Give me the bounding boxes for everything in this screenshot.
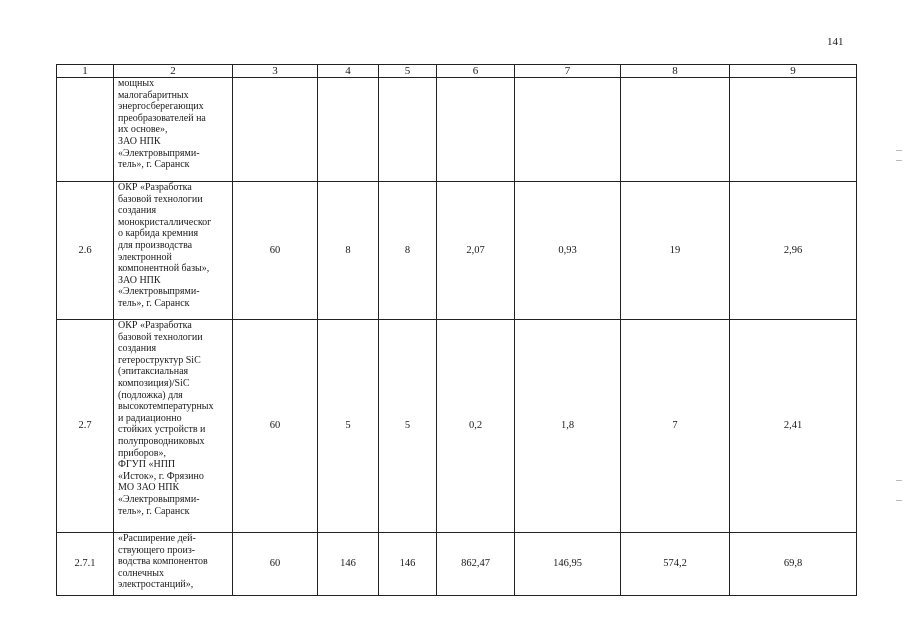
cell-col9: 2,96: [730, 182, 857, 320]
column-header: 4: [318, 65, 379, 78]
page-number: 141: [827, 36, 844, 48]
row-description: ОКР «Разработка базовой технологии создания монокристаллическог о карбида кремния для производства электронной компонентной базы», ЗАО НПК «Электровыпрями- тель», г. Саранск: [114, 182, 233, 320]
column-header: 6: [437, 65, 515, 78]
row-description: ОКР «Разработка базовой технологии создания гетероструктур SiC (эпитаксиальная композиция)/SiC (подложка) для высокотемпературных и радиационно стойких устройств и полупроводниковых приборов», ФГУП «НПП «Исток», г. Фрязино МО ЗАО НПК «Электровыпрями- тель», г. Саранск: [114, 320, 233, 533]
row-id: 2.7.1: [57, 533, 114, 596]
table-row: [57, 533, 857, 596]
column-header: 3: [233, 65, 318, 78]
data-table: [56, 64, 857, 596]
row-description: «Расширение дей- ствующего произ- водства компонентов солнечных электростанций»,: [114, 533, 233, 596]
cell-col7: 146,95: [515, 533, 621, 596]
cell-col5: 146: [379, 533, 437, 596]
cell-col5: 5: [379, 320, 437, 533]
cell-col6: [437, 78, 515, 182]
cell-col8: 19: [621, 182, 730, 320]
cell-col4: 5: [318, 320, 379, 533]
column-header: 9: [730, 65, 857, 78]
cell-col3: 60: [233, 320, 318, 533]
table-row: [57, 320, 857, 533]
cell-col5: [379, 78, 437, 182]
cell-col9: 69,8: [730, 533, 857, 596]
cell-col7: 1,8: [515, 320, 621, 533]
row-id: [57, 78, 114, 182]
cell-col4: [318, 78, 379, 182]
cell-col3: 60: [233, 182, 318, 320]
column-header: 7: [515, 65, 621, 78]
column-header: 5: [379, 65, 437, 78]
cell-col7: [515, 78, 621, 182]
table-header-row: [57, 65, 857, 78]
cell-col6: 0,2: [437, 320, 515, 533]
column-header: 8: [621, 65, 730, 78]
cell-col4: 8: [318, 182, 379, 320]
table-row: [57, 78, 857, 182]
cell-col9: [730, 78, 857, 182]
row-description: мощных малогабаритных энергосберегающих преобразователей на их основе», ЗАО НПК «Электровыпрями- тель», г. Саранск: [114, 78, 233, 182]
cell-col6: 2,07: [437, 182, 515, 320]
cell-col8: 574,2: [621, 533, 730, 596]
scan-mark: [896, 160, 902, 161]
row-id: 2.7: [57, 320, 114, 533]
row-id: 2.6: [57, 182, 114, 320]
cell-col5: 8: [379, 182, 437, 320]
scan-mark: [896, 150, 902, 151]
cell-col4: 146: [318, 533, 379, 596]
cell-col8: 7: [621, 320, 730, 533]
cell-col6: 862,47: [437, 533, 515, 596]
column-header: 1: [57, 65, 114, 78]
cell-col3: 60: [233, 533, 318, 596]
column-header: 2: [114, 65, 233, 78]
scan-mark: [896, 480, 902, 481]
cell-col9: 2,41: [730, 320, 857, 533]
cell-col8: [621, 78, 730, 182]
scan-mark: [896, 500, 902, 501]
table-row: [57, 182, 857, 320]
cell-col3: [233, 78, 318, 182]
cell-col7: 0,93: [515, 182, 621, 320]
